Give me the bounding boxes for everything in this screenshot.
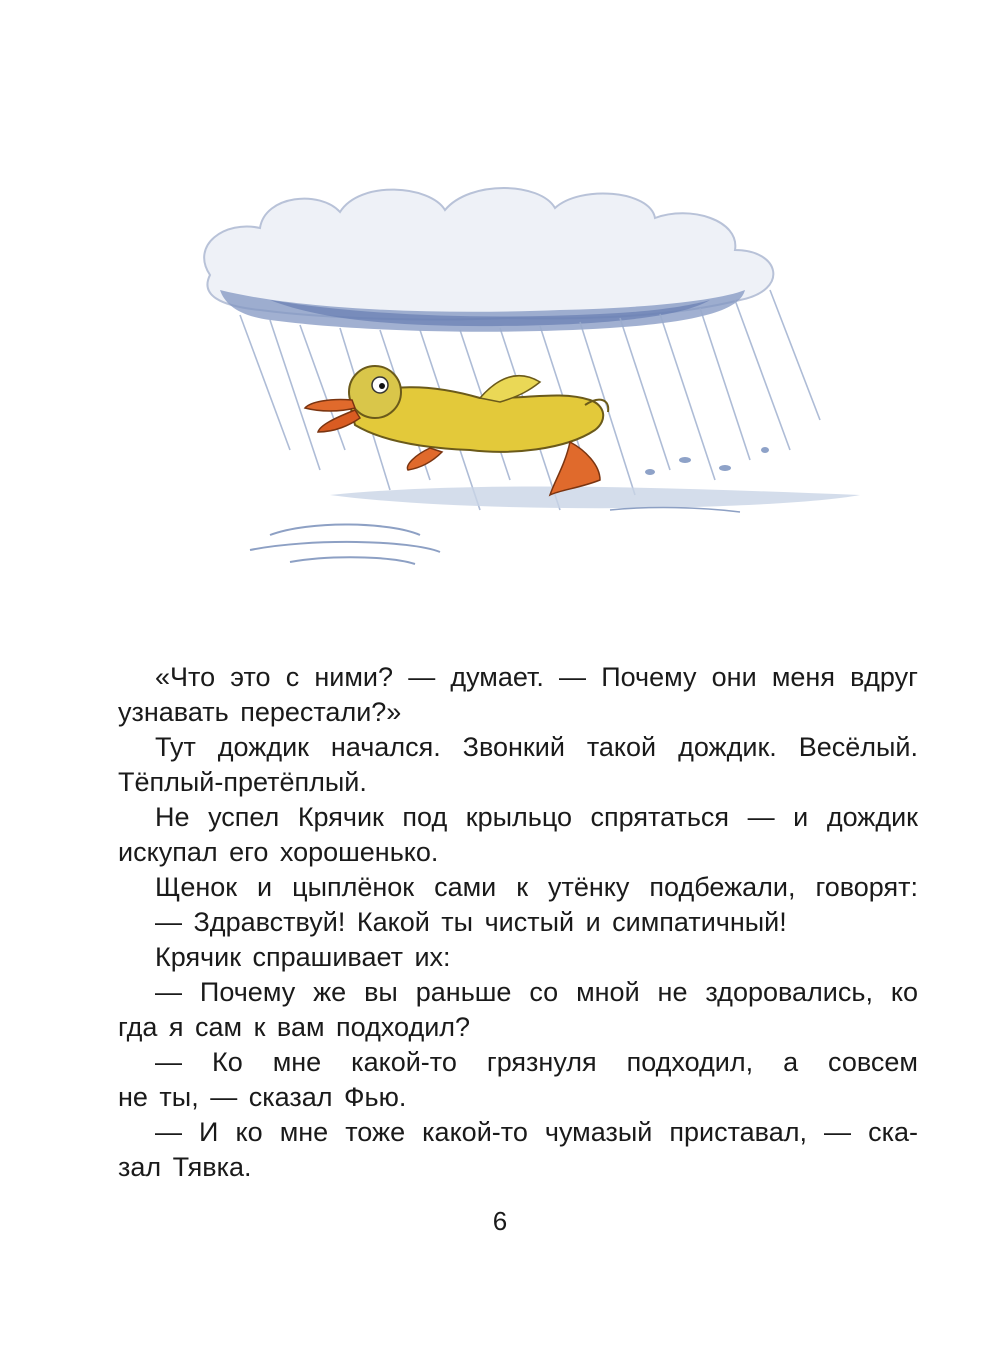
rain-duckling-illustration [180,150,880,580]
text-line: искупал его хорошенько. [118,837,439,867]
duckling-image [305,366,608,495]
text-line: Щенок и цыплёнок сами к утёнку подбежали, говорят: [155,872,918,902]
text-line: узнавать перестали?» [118,697,402,727]
text-line: — Почему же вы раньше со мной не здоровались, ко [155,977,918,1007]
text-line: зал Тявка. [118,1152,252,1182]
text-line: гда я сам к вам подходил? [118,1012,471,1042]
page-number: 6 [492,1206,508,1236]
text-line: Крячик спрашивает их: [155,942,451,972]
text-line: — Здравствуй! Какой ты чистый и симпатичный! [155,907,787,937]
text-line: — Ко мне какой-то грязнуля подходил, а совсем [155,1047,918,1077]
puddle-image [250,486,860,564]
text-line: Не успел Крячик под крыльцо спрятаться — и дождик [155,802,918,832]
story-text [118,660,918,1185]
text-line: Тут дождик начался. Звонкий такой дождик. Весёлый. [155,732,918,762]
text-line: — И ко мне тоже какой-то чумазый приставал, — ска- [155,1117,918,1147]
text-line: не ты, — сказал Фью. [118,1082,407,1112]
cloud-image [204,188,773,332]
text-line: «Что это с ними? — думает. — Почему они меня вдруг [155,662,918,692]
text-line: Тёплый-претёплый. [118,767,367,797]
